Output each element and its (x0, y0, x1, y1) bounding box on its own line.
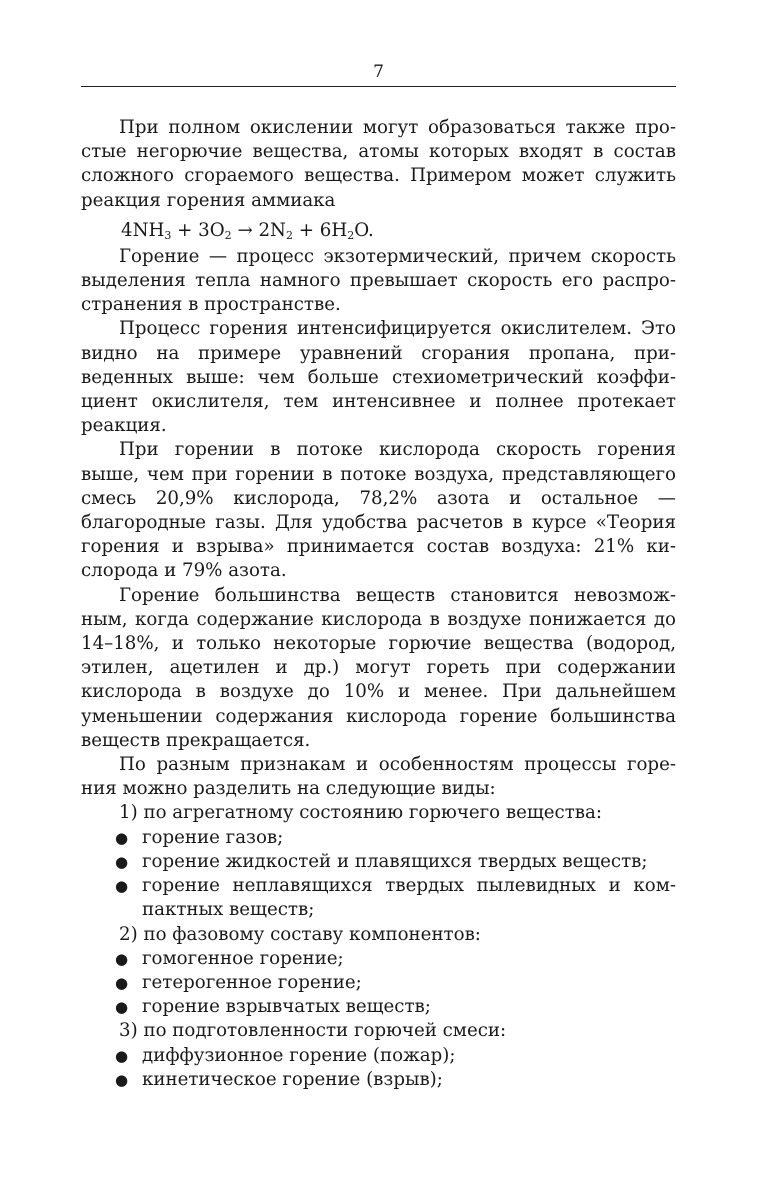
page-number: 7 (373, 62, 384, 82)
header-rule (81, 86, 676, 87)
paragraph-oxidation: При полном окислении могут образоваться также простые негорючие вещества, атомы которых входят в состав сложного сгораемого вещества. Примером может служить реакция горения аммиака (81, 117, 676, 211)
paragraph-classification-intro: По разным признакам и особенностям процессы горения можно разделить на следующие виды: (81, 754, 676, 800)
bullet-icon: ● (115, 828, 129, 847)
paragraph-oxygen-limit: Горение большинства веществ становится невозможным, когда содержание кислорода в воздухе понижается до 14–18%, и только некоторые горючие вещества (водород, этилен, ацетилен и др.) могут гореть при содержании кислорода в воздухе до 10% и менее. При дальнейшем уменьшении содержания кислорода горение большинства веществ прекращается. (81, 584, 676, 751)
classification-heading-state: 1) по агрегатному состоянию горючего вещества: (119, 802, 603, 824)
list-item: ● гомогенное горение; (81, 947, 676, 971)
list-item: ● диффузионное горение (пожар); (81, 1044, 676, 1068)
bullet-icon: ● (115, 949, 129, 968)
list-item: ● гетерогенное горение; (81, 971, 676, 995)
classification-list-state (81, 826, 676, 923)
bullet-icon: ● (115, 998, 129, 1017)
paragraph-exothermic: Горение — процесс экзотермический, причем скорость выделения тепла намного превышает скорость его распространения в пространстве. (81, 245, 676, 316)
bullet-icon: ● (115, 852, 129, 871)
classification-list-phase (81, 947, 676, 1020)
list-item: ● горение жидкостей и плавящихся твердых веществ; (81, 850, 676, 874)
paragraph-oxygen-flow: При горении в потоке кислорода скорость горения выше, чем при горении в потоке воздуха, представляющего смесь 20,9% кислорода, 78,2% азота и остальное — благородные газы. Для удобства расчетов в курсе «Теория горения и взрыва» принимается состав воздуха: 21% кислорода и 79% азота. (81, 439, 676, 582)
classification-heading-mixture: 3) по подготовленности горючей смеси: (119, 1020, 507, 1042)
list-item: ● кинетическое горение (взрыв); (81, 1068, 676, 1092)
page-body (81, 116, 676, 1092)
bullet-icon: ● (115, 877, 129, 896)
classification-list-mixture (81, 1044, 676, 1092)
bullet-icon: ● (115, 973, 129, 992)
classification-heading-phase: 2) по фазовому составу компонентов: (119, 923, 481, 945)
list-item: ● горение газов; (81, 826, 676, 850)
ammonia-combustion-equation: $4NH_3 + 3O_2 \to 2N_2 + 6H_2O$. (121, 219, 374, 242)
list-item: ● горение неплавящихся твердых пылевидных и компактных веществ; (115, 875, 676, 921)
paragraph-oxidizer: Процесс горения интенсифицируется окислителем. Это видно на примере уравнений сгорания пропана, приведенных выше: чем больше стехиометрический коэффициент окислителя, тем интенсивнее и полнее протекает реакция. (81, 318, 676, 437)
list-item: ● горение взрывчатых веществ; (81, 995, 676, 1019)
bullet-icon: ● (115, 1070, 129, 1089)
bullet-icon: ● (115, 1046, 129, 1065)
